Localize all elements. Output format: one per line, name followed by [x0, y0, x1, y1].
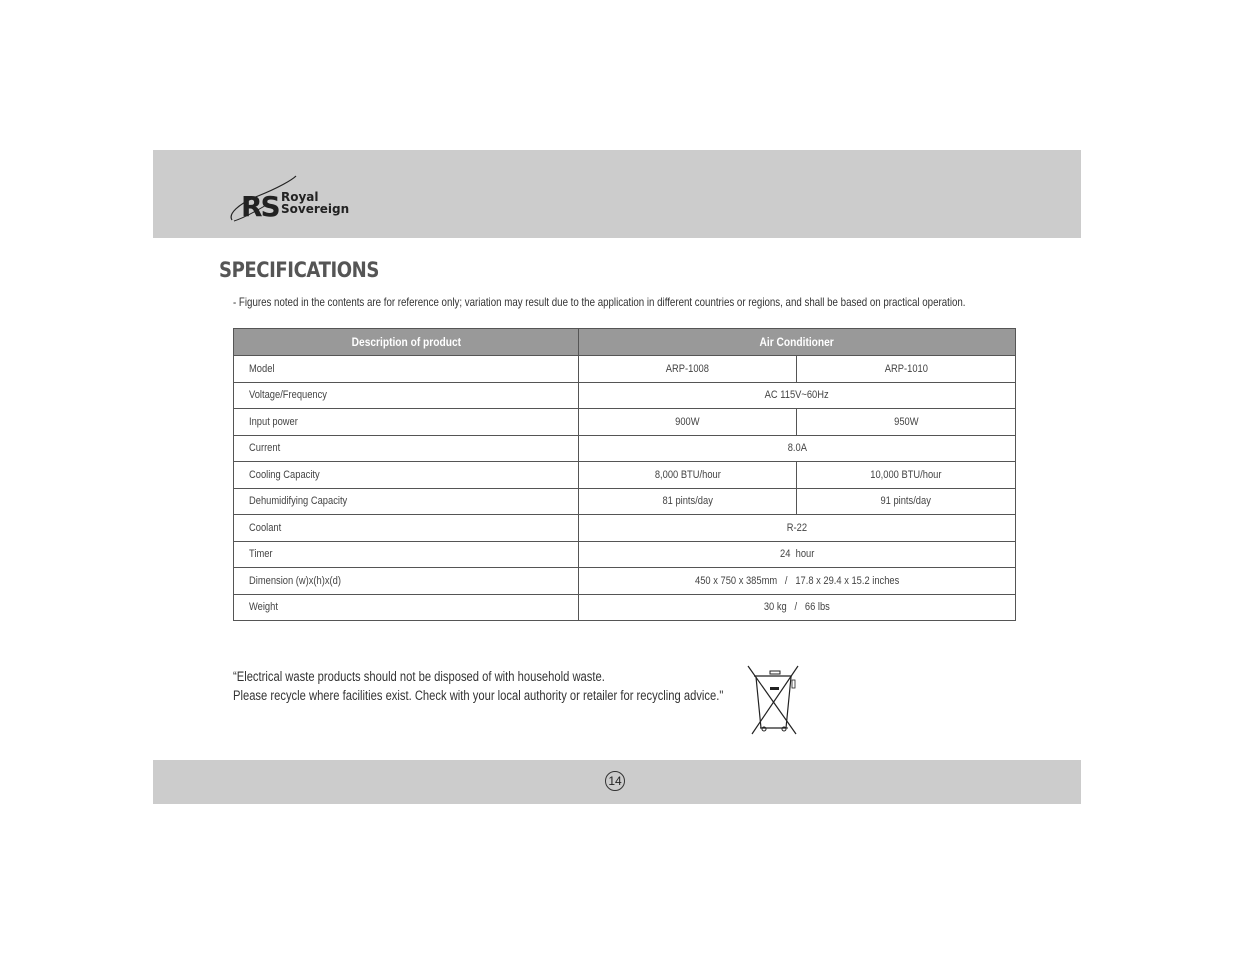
- row-label: Voltage/Frequency: [234, 382, 579, 409]
- row-value-b: 10,000 BTU/hour: [797, 462, 1016, 489]
- row-value-b: 91 pints/day: [797, 488, 1016, 515]
- row-label: Current: [234, 435, 579, 462]
- waste-notice: [233, 667, 723, 705]
- table-row: [234, 435, 1016, 462]
- table-row: [234, 488, 1016, 515]
- table-row: [234, 568, 1016, 595]
- table-row: [234, 409, 1016, 436]
- brand-name: [281, 191, 349, 215]
- table-row: [234, 515, 1016, 542]
- header-product: Air Conditioner: [579, 329, 1016, 356]
- waste-notice-line2: Please recycle where facilities exist. Check with your local authority or retailer for recycling advice.": [233, 688, 724, 703]
- row-value: 30 kg / 66 lbs: [579, 594, 1016, 621]
- row-value: R-22: [579, 515, 1016, 542]
- specifications-table: [233, 328, 1016, 621]
- table-row: [234, 594, 1016, 621]
- row-value-b: 950W: [797, 409, 1016, 436]
- row-label: Model: [234, 356, 579, 383]
- page-title: SPECIFICATIONS: [219, 258, 379, 282]
- table-row: [234, 462, 1016, 489]
- row-value: 8.0A: [579, 435, 1016, 462]
- row-label: Input power: [234, 409, 579, 436]
- reference-note: - Figures noted in the contents are for reference only; variation may result due to the application in different countries or regions, and shall be based on practical operation.: [233, 295, 966, 309]
- row-value: 450 x 750 x 385mm / 17.8 x 29.4 x 15.2 inches: [579, 568, 1016, 595]
- logo-mark: RS: [241, 190, 279, 223]
- table-row: [234, 541, 1016, 568]
- header-description: Description of product: [234, 329, 579, 356]
- row-label: Dimension (w)x(h)x(d): [234, 568, 579, 595]
- table-header-row: [234, 329, 1016, 356]
- row-label: Dehumidifying Capacity: [234, 488, 579, 515]
- page-number: 14: [605, 771, 625, 791]
- row-value-a: 900W: [579, 409, 797, 436]
- row-value-a: 8,000 BTU/hour: [579, 462, 797, 489]
- row-value: AC 115V~60Hz: [579, 382, 1016, 409]
- row-value: 24 hour: [579, 541, 1016, 568]
- table-row: [234, 382, 1016, 409]
- row-value-a: ARP-1008: [579, 356, 797, 383]
- row-value-a: 81 pints/day: [579, 488, 797, 515]
- brand-name-line1: Royal: [281, 190, 319, 204]
- row-label: Coolant: [234, 515, 579, 542]
- crossed-out-wheelie-bin-icon: [746, 664, 800, 736]
- row-value-b: ARP-1010: [797, 356, 1016, 383]
- row-label: Cooling Capacity: [234, 462, 579, 489]
- table-row: [234, 356, 1016, 383]
- brand-name-line2: Sovereign: [281, 202, 350, 216]
- row-label: Timer: [234, 541, 579, 568]
- row-label: Weight: [234, 594, 579, 621]
- waste-notice-line1: “Electrical waste products should not be disposed of with household waste.: [233, 669, 605, 684]
